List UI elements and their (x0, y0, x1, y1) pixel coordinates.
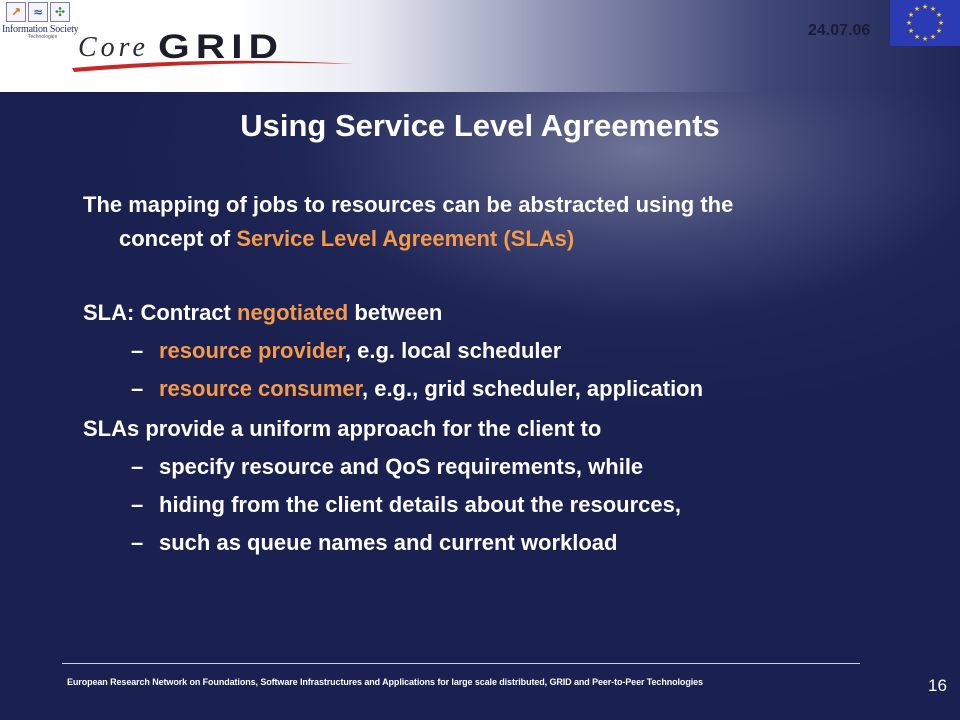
list-item (131, 454, 643, 480)
dash-bullet: – (131, 338, 144, 363)
coregrid-grid-text: GRID (158, 28, 284, 66)
list-item (131, 530, 617, 556)
paragraph-2-pre: SLA: Contract (83, 300, 237, 325)
eu-flag-stars-icon (890, 0, 960, 46)
list-item-highlight: resource consumer (159, 376, 362, 401)
eu-flag-icon (890, 0, 960, 46)
paragraph-1-line-1: The mapping of jobs to resources can be abstracted using the (83, 192, 734, 217)
ist-wave-icon: ≈ (28, 2, 48, 22)
ist-logo-squares (6, 2, 72, 22)
svg-text:★: ★ (935, 27, 943, 35)
list-item-text: specify resource and QoS requirements, while (159, 454, 644, 479)
svg-text:★: ★ (907, 11, 915, 19)
paragraph-1-line-2 (119, 226, 574, 252)
svg-text:★: ★ (907, 27, 915, 35)
svg-text:★: ★ (935, 11, 943, 19)
ist-chip-icon: ✣ (50, 2, 70, 22)
footer-divider (62, 663, 860, 664)
ist-logo-subtext: Technologies (28, 34, 58, 40)
list-item-text: hiding from the client details about the resources, (159, 492, 681, 517)
svg-text:★: ★ (913, 5, 921, 13)
list-item (131, 338, 561, 364)
slide-title: Using Service Level Agreements (240, 108, 720, 143)
coregrid-core-text: Core (78, 32, 149, 63)
list-item-highlight: resource provider (159, 338, 345, 363)
paragraph-3: SLAs provide a uniform approach for the client to (83, 416, 602, 441)
coregrid-logo (70, 24, 360, 76)
slide-date: 24.07.06 (808, 22, 871, 39)
svg-text:★: ★ (937, 19, 945, 27)
ist-arrow-icon: ↗ (6, 2, 26, 22)
dash-bullet: – (131, 492, 144, 517)
svg-text:★: ★ (913, 33, 921, 41)
ist-logo (2, 2, 79, 46)
paragraph-2-post: between (348, 300, 443, 325)
page-number: 16 (928, 676, 947, 695)
svg-text:★: ★ (921, 3, 929, 11)
list-item-text: , e.g. local scheduler (344, 338, 562, 363)
sla-term-highlight: Service Level Agreement (SLAs) (236, 226, 575, 251)
svg-text:★: ★ (929, 5, 937, 13)
dash-bullet: – (131, 530, 144, 555)
list-item-text: , e.g., grid scheduler, application (361, 376, 704, 401)
footer-text: European Research Network on Foundations, Software Infrastructures and Applications for large scale distributed, GRID and Peer-to-Peer Technologies (67, 677, 703, 687)
svg-text:★: ★ (929, 33, 937, 41)
dash-bullet: – (131, 454, 144, 479)
negotiated-highlight: negotiated (237, 300, 349, 325)
list-item (131, 492, 681, 518)
list-item-text: such as queue names and current workload (159, 530, 618, 555)
dash-bullet: – (131, 376, 144, 401)
svg-text:★: ★ (905, 19, 913, 27)
svg-text:★: ★ (921, 35, 929, 43)
paragraph-1-text: concept of (119, 226, 237, 251)
paragraph-2 (83, 300, 442, 326)
list-item (131, 376, 703, 402)
ist-logo-text: Information Society (2, 24, 79, 35)
